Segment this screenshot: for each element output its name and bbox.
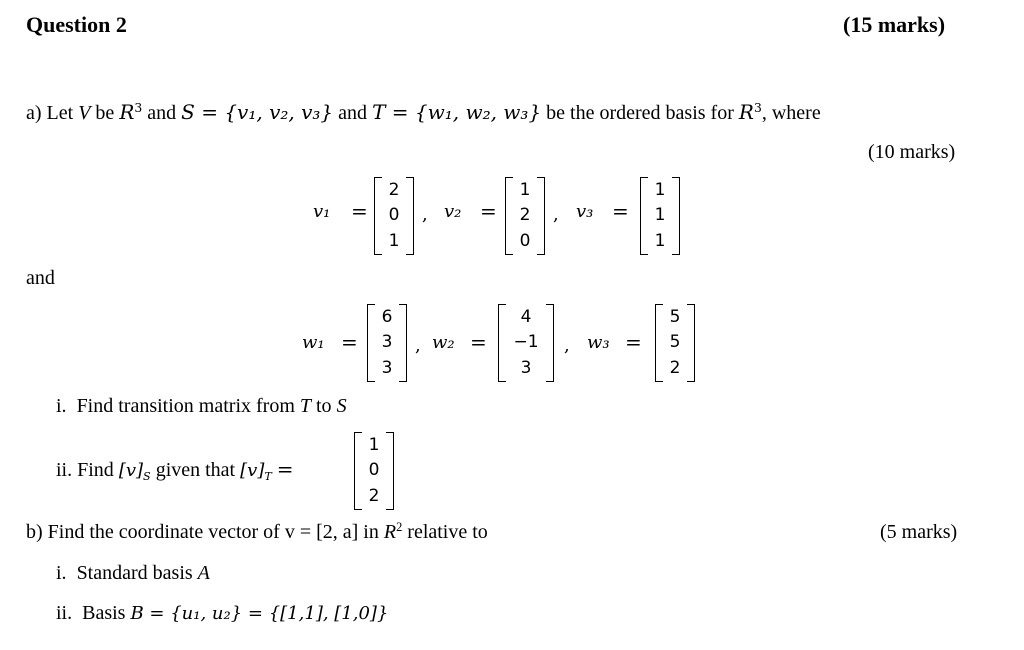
- comma: ,: [553, 204, 559, 225]
- part-a-intro: [26, 100, 821, 125]
- part-a-marks: (10 marks): [868, 141, 956, 163]
- question-title: Question 2: [26, 12, 127, 37]
- part-b-r: $R^2$: [383, 520, 403, 543]
- w1-equals: =: [341, 330, 358, 354]
- v2-matrix: [505, 177, 545, 255]
- comma: ,: [564, 335, 570, 356]
- intro-and-2: and: [338, 102, 368, 124]
- v2-label: v₂: [444, 201, 462, 222]
- v2-equals: =: [480, 199, 497, 223]
- w1-entry: 3: [381, 357, 393, 378]
- v3-entry: 1: [654, 205, 666, 226]
- part-a-item-i: [56, 395, 347, 418]
- intro-let: Let: [46, 102, 74, 124]
- item-ii-vs: $[v]_S$: [118, 460, 151, 483]
- and-text: and: [26, 267, 55, 289]
- part-b-intro: [26, 521, 488, 544]
- item-ii-find: Find: [77, 459, 114, 481]
- part-b-marks: (5 marks): [880, 521, 958, 543]
- w3-equals: =: [625, 330, 642, 354]
- basis-b-def: B = {u₁, u₂} = {[1,1], [1,0]}: [130, 603, 389, 624]
- v2-entry: 0: [519, 230, 531, 251]
- item-i-number: i.: [56, 395, 67, 417]
- part-a-label: a): [26, 102, 42, 124]
- comma: ,: [415, 335, 421, 356]
- item-b-ii-text: Basis: [82, 602, 126, 624]
- vt-entry: 2: [368, 485, 380, 506]
- part-b-label: b): [26, 521, 43, 543]
- v3-matrix: [640, 177, 680, 255]
- item-i-text: Find transition matrix from: [76, 395, 295, 417]
- v3-equals: =: [612, 199, 629, 223]
- v1-entry: 1: [388, 230, 400, 251]
- w2-equals: =: [470, 330, 487, 354]
- item-ii-number: ii.: [56, 459, 73, 481]
- set-t-def: T = {w₁, w₂, w₃}: [372, 100, 542, 124]
- item-b-i-number: i.: [56, 562, 67, 584]
- intro-r-2: $R^3$: [738, 100, 762, 124]
- item-ii-given: given that: [155, 459, 236, 481]
- vt-entry: 1: [368, 435, 380, 456]
- intro-and: and: [147, 102, 177, 124]
- item-b-ii-number: ii.: [56, 602, 73, 624]
- v2-entry: 2: [519, 205, 531, 226]
- question-marks: (15 marks): [843, 12, 946, 37]
- part-b-item-i: [56, 562, 210, 585]
- part-b-text-after: relative to: [407, 521, 488, 543]
- w2-entry: −1: [513, 332, 539, 353]
- comma: ,: [422, 204, 428, 225]
- w3-entry: 5: [669, 332, 681, 353]
- v3-entry: 1: [654, 230, 666, 251]
- w1-entry: 3: [381, 332, 393, 353]
- vt-matrix: [354, 432, 394, 510]
- intro-r: $R^3$: [119, 100, 143, 124]
- v1-entry: 0: [388, 205, 400, 226]
- w1-entry: 6: [381, 307, 393, 328]
- intro-rest: be the ordered basis for: [546, 102, 734, 124]
- item-ii-vt: $[v]_T$: [240, 460, 272, 483]
- w3-matrix: [655, 304, 695, 382]
- w3-label: w₃: [587, 332, 610, 353]
- part-b-item-ii: [56, 602, 388, 625]
- w2-label: w₂: [432, 332, 455, 353]
- part-b-text: Find the coordinate vector of v = [2, a] in: [47, 521, 379, 543]
- v3-label: v₃: [576, 201, 594, 222]
- w1-matrix: [367, 304, 407, 382]
- set-s-def: S = {v₁, v₂, v₃}: [181, 100, 334, 124]
- w2-entry: 3: [520, 357, 532, 378]
- v1-matrix: [374, 177, 414, 255]
- v1-label: v₁: [313, 201, 331, 222]
- item-i-s: S: [336, 395, 347, 417]
- item-ii-equals: =: [276, 457, 294, 481]
- item-b-i-text: Standard basis: [76, 562, 193, 584]
- w3-entry: 2: [669, 357, 681, 378]
- part-a-item-ii: [56, 457, 294, 482]
- vt-entry: 0: [368, 460, 380, 481]
- v2-entry: 1: [519, 180, 531, 201]
- w2-matrix: [498, 304, 554, 382]
- w3-entry: 5: [669, 307, 681, 328]
- item-b-i-a: A: [197, 562, 210, 584]
- v1-equals: =: [351, 199, 368, 223]
- intro-v: V: [78, 102, 91, 124]
- item-i-to: to: [316, 395, 332, 417]
- v1-entry: 2: [388, 180, 400, 201]
- v3-entry: 1: [654, 180, 666, 201]
- intro-be: be: [95, 102, 115, 124]
- w2-entry: 4: [520, 307, 532, 328]
- w1-label: w₁: [302, 332, 325, 353]
- item-i-t: T: [299, 395, 311, 417]
- intro-where: , where: [761, 102, 821, 124]
